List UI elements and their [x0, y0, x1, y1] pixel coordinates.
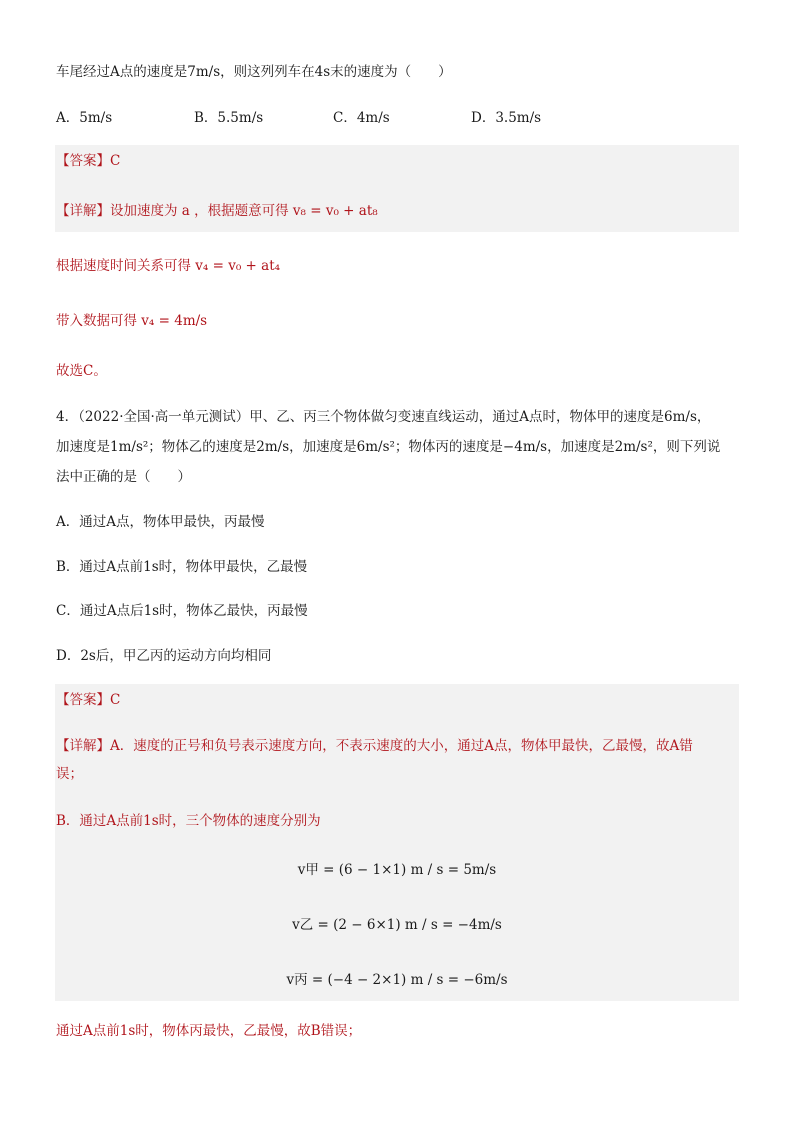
- option-a: A．通过A点，物体甲最快，丙最慢: [56, 514, 265, 530]
- answer-label: 【答案】C: [56, 692, 121, 708]
- question-text: 4．（2022·全国·高一单元测试）甲、乙、丙三个物体做匀变速直线运动，通过A点时，物体甲的速度是6m/s，: [56, 409, 711, 425]
- option-d: D．2s后，甲乙丙的运动方向均相同: [56, 648, 272, 664]
- equation: v乙 = (2 − 6×1) m / s = −4m/s: [292, 917, 502, 933]
- answer-box: [55, 684, 739, 1001]
- option-a: A．5m/s: [56, 110, 113, 126]
- detail-text: 【详解】A．速度的正号和负号表示速度方向，不表示速度的大小，通过A点，物体甲最快，乙最慢，故A错: [56, 738, 693, 754]
- answer-label: 【答案】C: [56, 153, 121, 169]
- question-text: 车尾经过A点的速度是7m/s，则这列列车在4s末的速度为（ ）: [56, 64, 452, 80]
- question-text: 加速度是1m/s²；物体乙的速度是2m/s，加速度是6m/s²；物体丙的速度是−4m/s，加速度是2m/s²，则下列说: [56, 439, 721, 455]
- detail-text: 【详解】设加速度为 a ，根据题意可得 v₈ = v₀ + at₈: [56, 203, 378, 219]
- equation: v甲 = (6 − 1×1) m / s = 5m/s: [297, 862, 497, 878]
- option-b: B．5.5m/s: [194, 110, 264, 126]
- detail-text: 误；: [56, 766, 83, 782]
- option-b: B．通过A点前1s时，物体甲最快，乙最慢: [56, 559, 308, 575]
- solution-line: 带入数据可得 v₄ = 4m/s: [56, 313, 208, 329]
- equation: v丙 = (−4 − 2×1) m / s = −6m/s: [286, 972, 508, 988]
- detail-text: B．通过A点前1s时，三个物体的速度分别为: [56, 813, 321, 829]
- solution-conclusion: 故选C。: [56, 363, 107, 379]
- option-d: D．3.5m/s: [471, 110, 542, 126]
- question-text: 法中正确的是（ ）: [56, 469, 191, 485]
- option-c: C．4m/s: [333, 110, 390, 126]
- solution-conclusion: 通过A点前1s时，物体丙最快，乙最慢，故B错误；: [56, 1023, 362, 1039]
- solution-line: 根据速度时间关系可得 v₄ = v₀ + at₄: [56, 258, 281, 274]
- option-c: C．通过A点后1s时，物体乙最快，丙最慢: [56, 603, 308, 619]
